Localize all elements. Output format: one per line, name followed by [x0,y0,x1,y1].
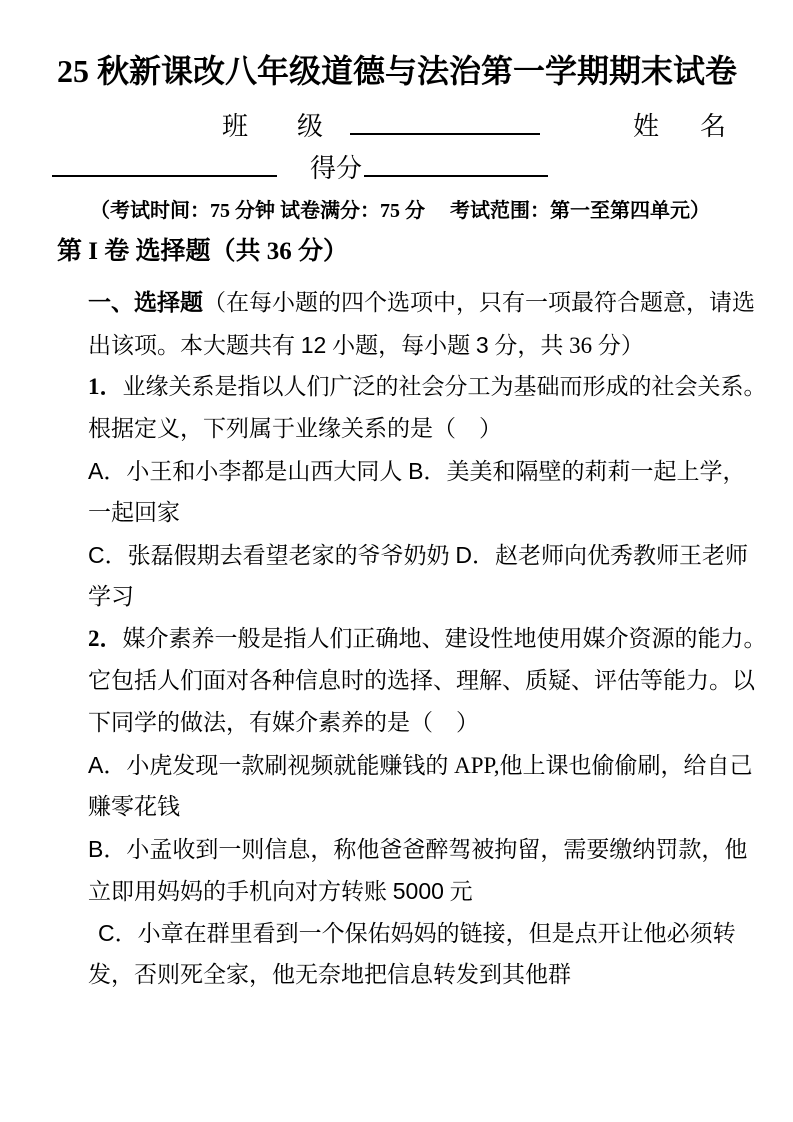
text-run: 立即用妈妈的手机向对方转账 [88,879,393,904]
text-run: 赵老师向优秀教师王老师 [495,543,748,568]
text-run: 根据定义，下列属于业缘关系的是（ ） [88,416,502,441]
body-text [88,282,793,996]
text-run: 分，共 36 分） [488,333,644,358]
text-run: 出该项。本大题共有 [88,333,301,358]
text-run: 2． [88,626,123,651]
student-info-row [222,106,793,148]
text-run: 5000 [392,878,444,904]
score-row [52,148,793,190]
text-run: （在每小题的四个选项中，只有一项最符合题意，请选 [203,290,755,315]
text-line [88,576,793,618]
name-label-char2: 名 [700,112,727,141]
text-line [88,324,793,366]
text-line [88,912,793,954]
text-line [88,618,793,660]
text-run: 小章在群里看到一个保佑妈妈的链接，但是点开让他必须转 [137,921,736,946]
section1-heading: 第 I 卷 选择题（共 36 分） [57,238,348,265]
text-run: D． [455,542,495,568]
text-line [88,828,793,870]
text-run: 张磊假期去看望老家的爷爷奶奶 [127,543,456,568]
text-run: 一、选择题 [88,290,203,315]
text-run: 下同学的做法，有媒介素养的是（ ） [88,710,479,735]
text-run: 小虎发现一款刷视频就能赚钱的 APP,他上课也偷偷刷，给自己 [126,753,753,778]
text-line [88,870,793,912]
text-run: B． [88,836,127,862]
class-label-char2: 级 [297,112,324,141]
text-run: 元 [443,879,473,904]
class-blank-line [350,107,540,135]
text-line [88,408,793,450]
text-run: 12 [300,332,327,358]
text-run: 学习 [88,584,134,609]
text-line [88,450,793,492]
text-run: 小孟收到一则信息，称他爸爸醉驾被拘留，需要缴纳罚款，他 [126,837,748,862]
text-run: A． [88,752,127,778]
text-run: 发，否则死全家，他无奈地把信息转发到其他群 [88,962,571,987]
score-blank-line [364,149,548,177]
text-run: 1． [88,374,123,399]
text-line [88,534,793,576]
text-line [88,366,793,408]
text-run: 业缘关系是指以人们广泛的社会分工为基础而形成的社会关系。 [122,374,767,399]
name-label-char1: 姓 [633,112,660,141]
exam-info: （考试时间：75 分钟 试卷满分：75 分 考试范围：第一至第四单元） [90,200,710,222]
text-run: 赚零花钱 [88,794,180,819]
text-run: 一起回家 [88,500,180,525]
text-line [88,660,793,702]
text-run: B． [408,458,447,484]
text-run: C． [98,920,138,946]
text-line [88,282,793,324]
text-run: 它包括人们面对各种信息时的选择、理解、质疑、评估等能力。以 [88,668,755,693]
text-run: 媒介素养一般是指人们正确地、建设性地使用媒介资源的能力。 [122,626,767,651]
page-title: 25 秋新课改八年级道德与法治第一学期期末试卷 [57,53,738,89]
text-run: 小题，每小题 [326,333,476,358]
name-blank-line [52,149,277,177]
text-line [88,492,793,534]
text-line [88,954,793,996]
text-line [88,702,793,744]
text-run: 3 [475,332,489,358]
text-line [88,744,793,786]
class-label-char1: 班 [222,112,249,141]
score-label: 得分 [310,154,363,183]
text-run: 小王和小李都是山西大同人 [126,459,409,484]
text-run: A． [88,458,127,484]
text-line [88,786,793,828]
text-run: C． [88,542,128,568]
text-run: 美美和隔壁的莉莉一起上学， [446,459,746,484]
